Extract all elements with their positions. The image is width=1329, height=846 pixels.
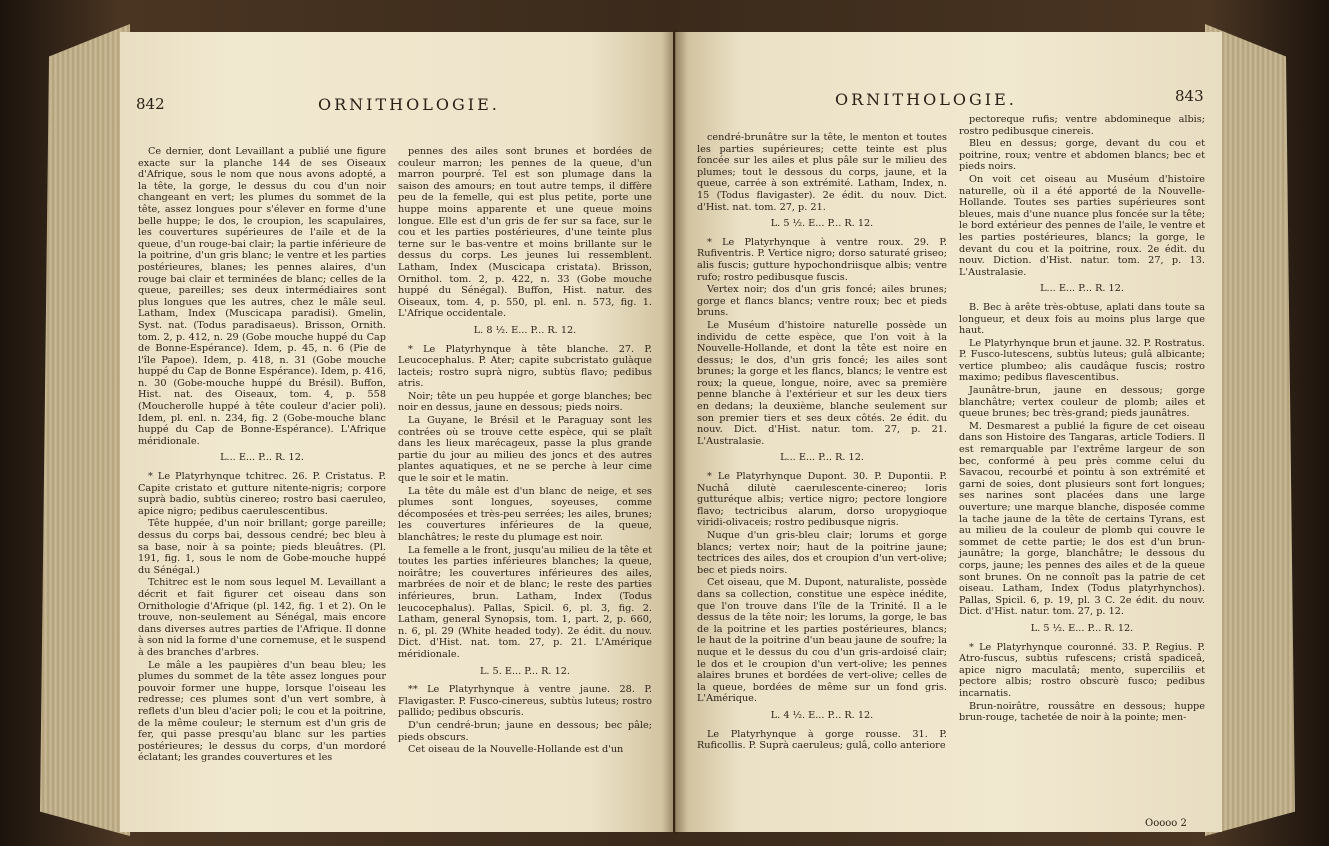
paragraph: Cet oiseau de la Nouvelle-Hollande est d'un <box>408 744 624 756</box>
species-heading: Le Platyrhynque à gorge rousse. 31. P. Ruficollis. P. Suprà caeruleus; gulâ, collo anteriore <box>697 728 947 752</box>
paragraph: La femelle a le front, jusqu'au milieu de la tête et toutes les parties inférieures blanches; la queue, noirâtre; les couvertures inférieures des ailes, marbrées de noir et de blanc; le reste des parties inférieures, brun. Latham, Index (Todus leucocephalus). Pallas, Spicil. 6, pl. 3, fig. 2. Latham, general Synopsis, tom. 1, part. 2, p. 660, n. 6, pl. 29 (White headed tody). 2e édit. du nouv. Dict. d'Hist. nat. tom. 27, p. 21. L'Amérique méridionale. <box>398 544 652 660</box>
section-note: B. Bec à arête très-obtuse, aplati dans toute sa longueur, et deux fois au moins plus large que haut. <box>959 301 1205 337</box>
measurement-line: L... E... P... R. 12. <box>220 452 304 464</box>
paragraph: pectoreque rufis; ventre abdomineque albis; rostro pedibusque cinereis. <box>959 114 1205 137</box>
paragraph: La tête du mâle est d'un blanc de neige, et ses plumes sont longues, soyeuses, comme décomposées et très-peu serrées; les ailes, brunes; les couvertures inférieures de la queue, blanchâtres; le reste du plumage est noir. <box>398 485 652 543</box>
paragraph: Tête huppée, d'un noir brillant; gorge pareille; dessus du corps bai, dessous cendré; bec bleu à sa base, noir à sa pointe; pieds bleuâtres. (Pl. 191, fig. 1, sous le nom de Gobe-mouche huppé du Sénégal.) <box>138 518 386 576</box>
paragraph: Nuque d'un gris-bleu clair; lorums et gorge blancs; vertex noir; haut de la poitrine jaune; tectrices des ailes, dos et croupion d'un vert-olive; bec et pieds noirs. <box>697 530 947 576</box>
paragraph: Brun-noirâtre, roussâtre en dessous; huppe brun-rouge, tachetée de noir à la pointe; men- <box>959 700 1205 724</box>
book-gutter <box>662 30 688 834</box>
measurement-line: L. 5. E... P... R. 12. <box>479 665 571 677</box>
paragraph: pennes des ailes sont brunes et bordées de couleur marron; les pennes de la queue, d'un marron pourpré. Tel est son plumage dans la saison des amours; en tout autre temps, il diffère peu de la femelle, qui est plus petite, porte une huppe moins apparente et une queue moins longue. Elle est d'un gris de fer sur sa face, sur le cou et les parties postérieures, d'une teinte plus terne sur le bas-ventre et moins brillante sur le dessus du corps. Les jeunes lui ressemblent. Latham, Index (Muscicapa cristata). Brisson, Ornithol. tom. 2, p. 422, n. 33 (Gobe mouche huppé du Sénégal). Buffon, Hist. natur. des Oiseaux, tom. 4, p. 550, pl. enl. n. 573, fig. 1. L'Afrique occidentale. <box>398 146 652 320</box>
paragraph: Le Muséum d'histoire naturelle possède un individu de cette espèce, que l'on voit à la Nouvelle-Hollande, et dont la tête est noire en dessus; le dos, d'un gris foncé; les ailes sont brunes; la gorge et les flancs, blancs; le ventre est roux; la queue, longue, noire, avec sa première penne blanche à l'extérieur et sur les deux tiers en dedans; la deuxième, blanche seulement sur son premier tiers et ses deux côtés. 2e édit. du nouv. Dict. d'Hist. natur. tom. 27, p. 21. L'Australasie. <box>697 319 947 447</box>
page-number-right: 843 <box>1175 87 1204 105</box>
paragraph: Jaunâtre-brun, jaune en dessous; gorge blanchâtre; vertex couleur de plomb; ailes et queue brunes; bec très-grand; pieds jaunâtres. <box>959 385 1205 420</box>
species-heading: * Le Platyrhynque à ventre roux. 29. P. Rufiventris. P. Vertice nigro; dorso saturaté griseo; alis fuscis; gutture hypochondriisque albis; ventre rufo; rostro pedibusque fuscis. <box>697 236 947 283</box>
right-column-2 <box>959 114 1205 725</box>
measurement-line: L. 4 ½. E... P... R. 12. <box>770 709 874 721</box>
paragraph: Ce dernier, dont Levaillant a publié une figure exacte sur la planche 144 de ses Oiseaux d'Afrique, sous le nom que nous avons adopté, a la tête, la gorge, le dessus du cou d'un noir changeant en vert; les plumes du sommet de la tête, assez longues pour s'élever en forme d'une belle huppe; le dos, le croupion, les scapulaires, les couvertures supérieures de l'aile et de la queue, d'un rouge-bai clair; la partie inférieure de la poitrine, d'un gris blanc; le ventre et les parties postérieures, blanes; les pennes alaires, d'un rouge bai clair et terminées de blanc; celles de la queue, pareilles; ses deux intermédiaires sont plus longues que les autres, chez le mâle seul. Latham, Index (Muscicapa paradisi). Gmelin, Syst. nat. (Todus paradisaeus). Brisson, Ornith. tom. 2, p. 412, n. 29 (Gobe mouche huppé du Cap de Bonne-Espérance). Idem, p. 45, n. 6 (Pie de l'île Papoe). Idem, p. 418, n. 31 (Gobe mouche huppé du Cap de Bonne Espérance). Idem, p. 416, n. 30 (Gobe-mouche huppé du Brésil). Buffon, Hist. nat. des Oiseaux, tom. 4, p. 558 (Moucherolle huppé à tête couleur d'acier poli). Idem, pl. enl. n. 234, fig. 2 (Gobe-mouche blanc huppé du Cap de Bonne-Espérance). L'Afrique méridionale. <box>138 146 386 447</box>
paragraph: Bleu en dessus; gorge, devant du cou et poitrine, roux; ventre et abdomen blancs; bec et pieds noirs. <box>959 138 1205 173</box>
measurement-line: L. 8 ½. E... P... R. 12. <box>473 324 577 336</box>
paragraph: D'un cendré-brun; jaune en dessous; bec pâle; pieds obscurs. <box>398 719 652 743</box>
species-heading: * Le Platyrhynque tchitrec. 26. P. Cristatus. P. Capite cristato et gutture nitente-nigris; corpore suprà badio, subtùs cinereo; rostro basi caeruleo, apice nigro; pedibus caerulescentibus. <box>138 471 386 517</box>
page-number-left: 842 <box>136 95 165 113</box>
measurement-line: L. 5 ½. E... P... R. 12. <box>770 218 874 230</box>
right-page <box>675 32 1222 832</box>
signature-mark: Ooooo 2 <box>1145 818 1187 829</box>
left-column-2 <box>398 146 652 757</box>
paragraph: La Guyane, le Brésil et le Paraguay sont les contrées où se trouve cette espèce, qui se plaît dans les lieux marécageux, passe la plus grande partie du jour au milieu des joncs et des autres plantes aquatiques, et ne se perche à leur cime que le soir et le matin. <box>398 415 652 485</box>
right-column-1 <box>697 132 947 753</box>
left-page <box>120 32 673 832</box>
paragraph: On voit cet oiseau au Muséum d'histoire naturelle, où il a été apporté de la Nouvelle-Hollande. Toutes ses parties supérieures sont bleues, mais d'une nuance plus foncée sur la tête; le bord extérieur des pennes de l'aile, le ventre et les parties postérieures, blancs; la gorge, le devant du cou et la poitrine, roux. 2e édit. du nouv. Diction. d'Hist. natur. tom. 27, p. 13. L'Australasie. <box>959 173 1205 278</box>
running-head-left: ORNITHOLOGIE. <box>318 95 500 114</box>
species-heading: Le Platyrhynque brun et jaune. 32. P. Rostratus. P. Fusco-lutescens, subtùs luteus; gulâ albicante; vertice plumbeo; alis caudâque fuscis; rostro maximo; pedibus flavescentibus. <box>959 337 1205 384</box>
measurement-line: L... E... P... R. 12. <box>1040 283 1124 295</box>
running-head-right: ORNITHOLOGIE. <box>835 90 1017 109</box>
species-heading: * Le Platyrhynque couronné. 33. P. Regius. P. Atro-fuscus, subtùs rufescens; cristâ spadiceâ, apice nigro maculatâ; mento, superciliis et pectore albis; rostro obscurè fusco; pedibus incarnatis. <box>959 641 1205 699</box>
paragraph: Le mâle a les paupières d'un beau bleu; les plumes du sommet de la tête assez longues pour pouvoir former une huppe, lorsque l'oiseau les redresse; ces plumes sont d'un vert sombre, à reflets d'un bleu d'acier poli; le cou et la poitrine, de la même couleur; le sternum est d'un gris de fer, qui passe presqu'au blanc sur les parties postérieures; le dessus du corps, d'un mordoré éclatant; les grandes couvertures et les <box>138 659 386 764</box>
measurement-line: L... E... P... R. 12. <box>780 452 864 464</box>
paragraph: Vertex noir; dos d'un gris foncé; ailes brunes; gorge et flancs blancs; ventre roux; bec et pieds bruns. <box>697 284 947 319</box>
paragraph: M. Desmarest a publié la figure de cet oiseau dans son Histoire des Tangaras, article Todiers. Il est remarquable par l'extrême largeur de son bec, conformé à peu près comme celui du Savacou, recourbé et pointu à son extrémité et garni de soies, dont plusieurs sont fort longues; ses narines sont placées dans une large ouverture; une marque blanche, disposée comme la tache jaune de la tête de certains Tyrans, est au milieu de la couleur de plomb qui couvre le sommet de cette partie; le dos est d'un brun-jaunâtre; la gorge, blanchâtre; le dessous du corps, jaune; les pennes des ailes et de la queue sont brunes. On ne connoît pas la patrie de cet oiseau. Latham, Index (Todus platyrhynchos). Pallas, Spicil. 6, p. 19, pl. 3 C. 2e édit. du nouv. Dict. d'Hist. natur. tom. 27, p. 12. <box>959 420 1205 618</box>
species-heading: * Le Platyrhynque Dupont. 30. P. Dupontii. P. Nuchâ dilutè caerulescente-cinereo; loris gutturéque albis; vertice nigro; pectore longiore flavo; tectricibus alarum, dorso uropygioque viridi-olivaceis; rostro pedibusque nigris. <box>697 471 947 529</box>
paragraph: Tchitrec est le nom sous lequel M. Levaillant a décrit et fait figurer cet oiseau dans son Ornithologie d'Afrique (pl. 142, fig. 1 et 2). On le trouve, non-seulement au Sénégal, mais encore dans diverses autres parties de l'Afrique. Il donne à son nid la forme d'une cornemuse, et le suspend à des branches d'arbres. <box>138 577 386 658</box>
species-heading: ** Le Platyrhynque à ventre jaune. 28. P. Flavigaster. P. Fusco-cinereus, subtùs luteus; rostro pallido; pedibus obscuris. <box>398 684 652 719</box>
paragraph: Noir; tête un peu huppée et gorge blanches; bec noir en dessus, jaune en dessous; pieds noirs. <box>398 390 652 414</box>
paragraph: cendré-brunâtre sur la tête, le menton et toutes les parties supérieures; cette teinte est plus foncée sur les ailes et plus pâle sur le milieu des plumes; tout le dessous du corps, jaune, et la queue, carrée à son extrémité. Latham, Index, n. 15 (Todus flavigaster). 2e édit. du nouv. Dict. d'Hist. nat. tom. 27, p. 21. <box>697 132 947 213</box>
left-column-1 <box>138 146 386 765</box>
paragraph: Cet oiseau, que M. Dupont, naturaliste, possède dans sa collection, constitue une espèce inédite, que l'on trouve dans l'île de la Trinité. Il a le dessus de la tête noir; les lorums, la gorge, le bas de la poitrine et les parties postérieures, blancs; le haut de la poitrine d'un beau jaune de soufre; la nuque et le dessus du cou d'un gris-ardoisé clair; le dos et le croupion d'un vert-olive; les pennes alaires brunes et bordées de vert-olive; celles de la queue, bordées de même sur un fond gris. L'Amérique. <box>697 577 947 705</box>
species-heading: * Le Platyrhynque à tête blanche. 27. P. Leucocephalus. P. Ater; capite subcristato gulàque lacteis; rostro suprà nigro, subtùs flavo; pedibus atris. <box>398 343 652 390</box>
measurement-line: L. 5 ½. E... P... R. 12. <box>1030 622 1134 634</box>
left-page-edges <box>40 24 130 836</box>
